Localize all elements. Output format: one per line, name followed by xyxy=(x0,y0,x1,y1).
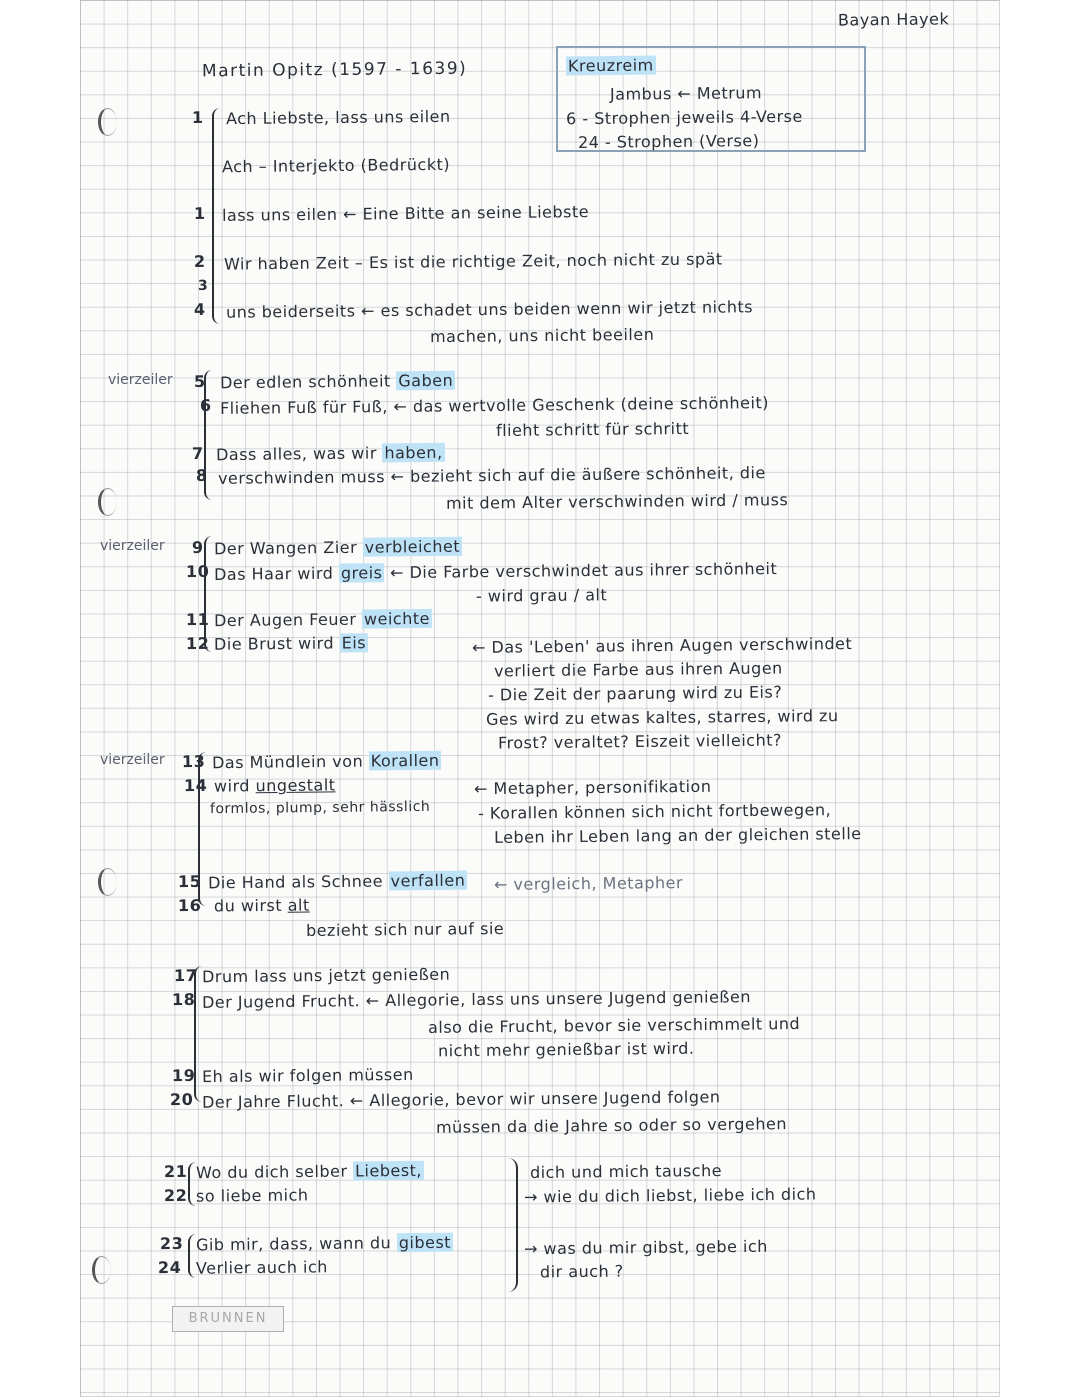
verse-line: Die Hand als Schnee verfallen xyxy=(207,870,466,893)
line-number: 7 xyxy=(191,443,204,464)
annotation: - Korallen können sich nicht fortbewegen, xyxy=(477,800,832,823)
stanza-label: vierzeiler xyxy=(108,372,173,388)
stanza-label: vierzeiler xyxy=(100,752,165,768)
verse-line: Eh als wir folgen müssen xyxy=(201,1064,414,1087)
verse-line: lass uns eilen ← Eine Bitte an seine Liebste xyxy=(221,202,590,225)
verse-line: Der Jahre Flucht. ← Allegorie, bevor wir unsere Jugend folgen xyxy=(201,1087,721,1112)
brand-stamp: BRUNNEN xyxy=(172,1306,284,1332)
line-number: 6 xyxy=(199,395,212,416)
verse-line: Der Augen Feuer weichte xyxy=(213,608,430,631)
line-number: 24 xyxy=(157,1257,182,1278)
author-name: Bayan Hayek xyxy=(837,9,950,30)
line-number: 13 xyxy=(181,751,206,772)
line-number: 1 xyxy=(193,203,206,224)
verse-line: Dass alles, was wir haben, xyxy=(215,442,443,465)
bracket xyxy=(212,108,222,324)
line-number: 8 xyxy=(195,465,208,486)
punch-hole-icon xyxy=(98,108,117,136)
verse-line: Das Mündlein von Korallen xyxy=(211,750,440,773)
annotation: Leben ihr Leben lang an der gleichen stelle xyxy=(493,824,862,847)
line-number: 19 xyxy=(171,1065,196,1086)
line-number: 4 xyxy=(193,299,206,320)
line-number: 10 xyxy=(185,561,210,582)
annotation: flieht schritt für schritt xyxy=(495,418,690,441)
annotation: Frost? veraltet? Eiszeit vielleicht? xyxy=(497,730,783,753)
verse-line: Der Wangen Zier verbleichet xyxy=(213,536,461,559)
line-number: 2 xyxy=(193,251,206,272)
annotation: ← vergleich, Metapher xyxy=(493,873,684,894)
annotation: nicht mehr genießbar ist wird. xyxy=(437,1038,695,1061)
meter-note: Jambus ← Metrum xyxy=(609,83,763,104)
annotation: mit dem Alter verschwinden wird / muss xyxy=(445,490,789,513)
line-number: 21 xyxy=(163,1161,188,1182)
annotation: bezieht sich nur auf sie xyxy=(305,918,505,941)
line-number: 12 xyxy=(185,633,210,654)
stanza-note: 6 - Strophen jeweils 4-Verse xyxy=(565,106,803,129)
annotation: formlos, plump, sehr hässlich xyxy=(209,798,431,818)
line-number: 14 xyxy=(183,775,208,796)
verse-line: du wirst alt xyxy=(213,895,310,916)
annotation: also die Frucht, bevor sie verschimmelt und xyxy=(427,1014,801,1037)
annotation: Ges wird zu etwas kaltes, starres, wird zu xyxy=(485,706,839,729)
line-number: 18 xyxy=(171,989,196,1010)
verse-line: uns beiderseits ← es schadet uns beiden wenn wir jetzt nichts xyxy=(225,297,754,322)
line-number: 16 xyxy=(177,895,202,916)
punch-hole-icon xyxy=(98,488,117,516)
verse-count-note: 24 - Strophen (Verse) xyxy=(577,131,760,152)
verse-line: Drum lass uns jetzt genießen xyxy=(201,964,451,987)
line-number: 5 xyxy=(193,371,206,392)
stanza-label: vierzeiler xyxy=(100,538,165,554)
line-number: 1 xyxy=(191,107,204,128)
annotation: → was du mir gibst, gebe ich xyxy=(523,1236,768,1259)
annotation: dich und mich tausche xyxy=(529,1160,723,1183)
verse-line: Gib mir, dass, wann du gibest xyxy=(195,1232,452,1255)
verse-line: Ach Liebste, lass uns eilen xyxy=(225,106,451,129)
line-number: 22 xyxy=(163,1185,188,1206)
verse-line: Der edlen schönheit Gaben xyxy=(219,370,454,393)
verse-line: wird ungestalt xyxy=(213,775,336,796)
line-number: 15 xyxy=(177,871,202,892)
line-number: 23 xyxy=(159,1233,184,1254)
verse-line: Das Haar wird greis ← Die Farbe verschwindet aus ihrer schönheit xyxy=(213,559,778,584)
line-number: 9 xyxy=(191,537,204,558)
annotation: ← Das 'Leben' aus ihren Augen verschwindet xyxy=(471,634,853,657)
verse-line: verschwinden muss ← bezieht sich auf die äußere schönheit, die xyxy=(217,463,766,488)
punch-hole-icon xyxy=(92,1256,111,1284)
annotation: Ach – Interjekto (Bedrückt) xyxy=(221,154,451,177)
verse-line: Wir haben Zeit – Es ist die richtige Zeit, noch nicht zu spät xyxy=(223,249,723,274)
line-number: 3 xyxy=(197,277,209,295)
annotation: dir auch ? xyxy=(539,1261,624,1282)
poem-title: Martin Opitz (1597 - 1639) xyxy=(201,58,468,82)
annotation: ← Metapher, personifikation xyxy=(473,776,712,799)
verse-line: Die Brust wird Eis xyxy=(213,633,367,654)
verse-line: Fliehen Fuß für Fuß, ← das wertvolle Geschenk (deine schönheit) xyxy=(219,393,770,418)
punch-hole-icon xyxy=(98,868,117,896)
annotation: → wie du dich liebst, liebe ich dich xyxy=(523,1184,817,1207)
line-number: 11 xyxy=(185,609,210,630)
rhyme-scheme: Kreuzreim xyxy=(567,55,654,76)
verse-line: so liebe mich xyxy=(195,1185,309,1206)
annotation: - wird grau / alt xyxy=(475,585,608,606)
right-brace xyxy=(504,1158,518,1292)
verse-line: Wo du dich selber Liebest, xyxy=(195,1160,423,1183)
annotation: machen, uns nicht beeilen xyxy=(429,324,655,347)
annotation: verliert die Farbe aus ihren Augen xyxy=(493,658,783,681)
line-number: 20 xyxy=(169,1089,194,1110)
annotation: - Die Zeit der paarung wird zu Eis? xyxy=(487,682,783,705)
verse-line: Verlier auch ich xyxy=(195,1257,328,1278)
verse-line: Der Jugend Frucht. ← Allegorie, lass uns unsere Jugend genießen xyxy=(201,987,752,1012)
annotation: müssen da die Jahre so oder so vergehen xyxy=(435,1114,788,1137)
line-number: 17 xyxy=(173,965,198,986)
